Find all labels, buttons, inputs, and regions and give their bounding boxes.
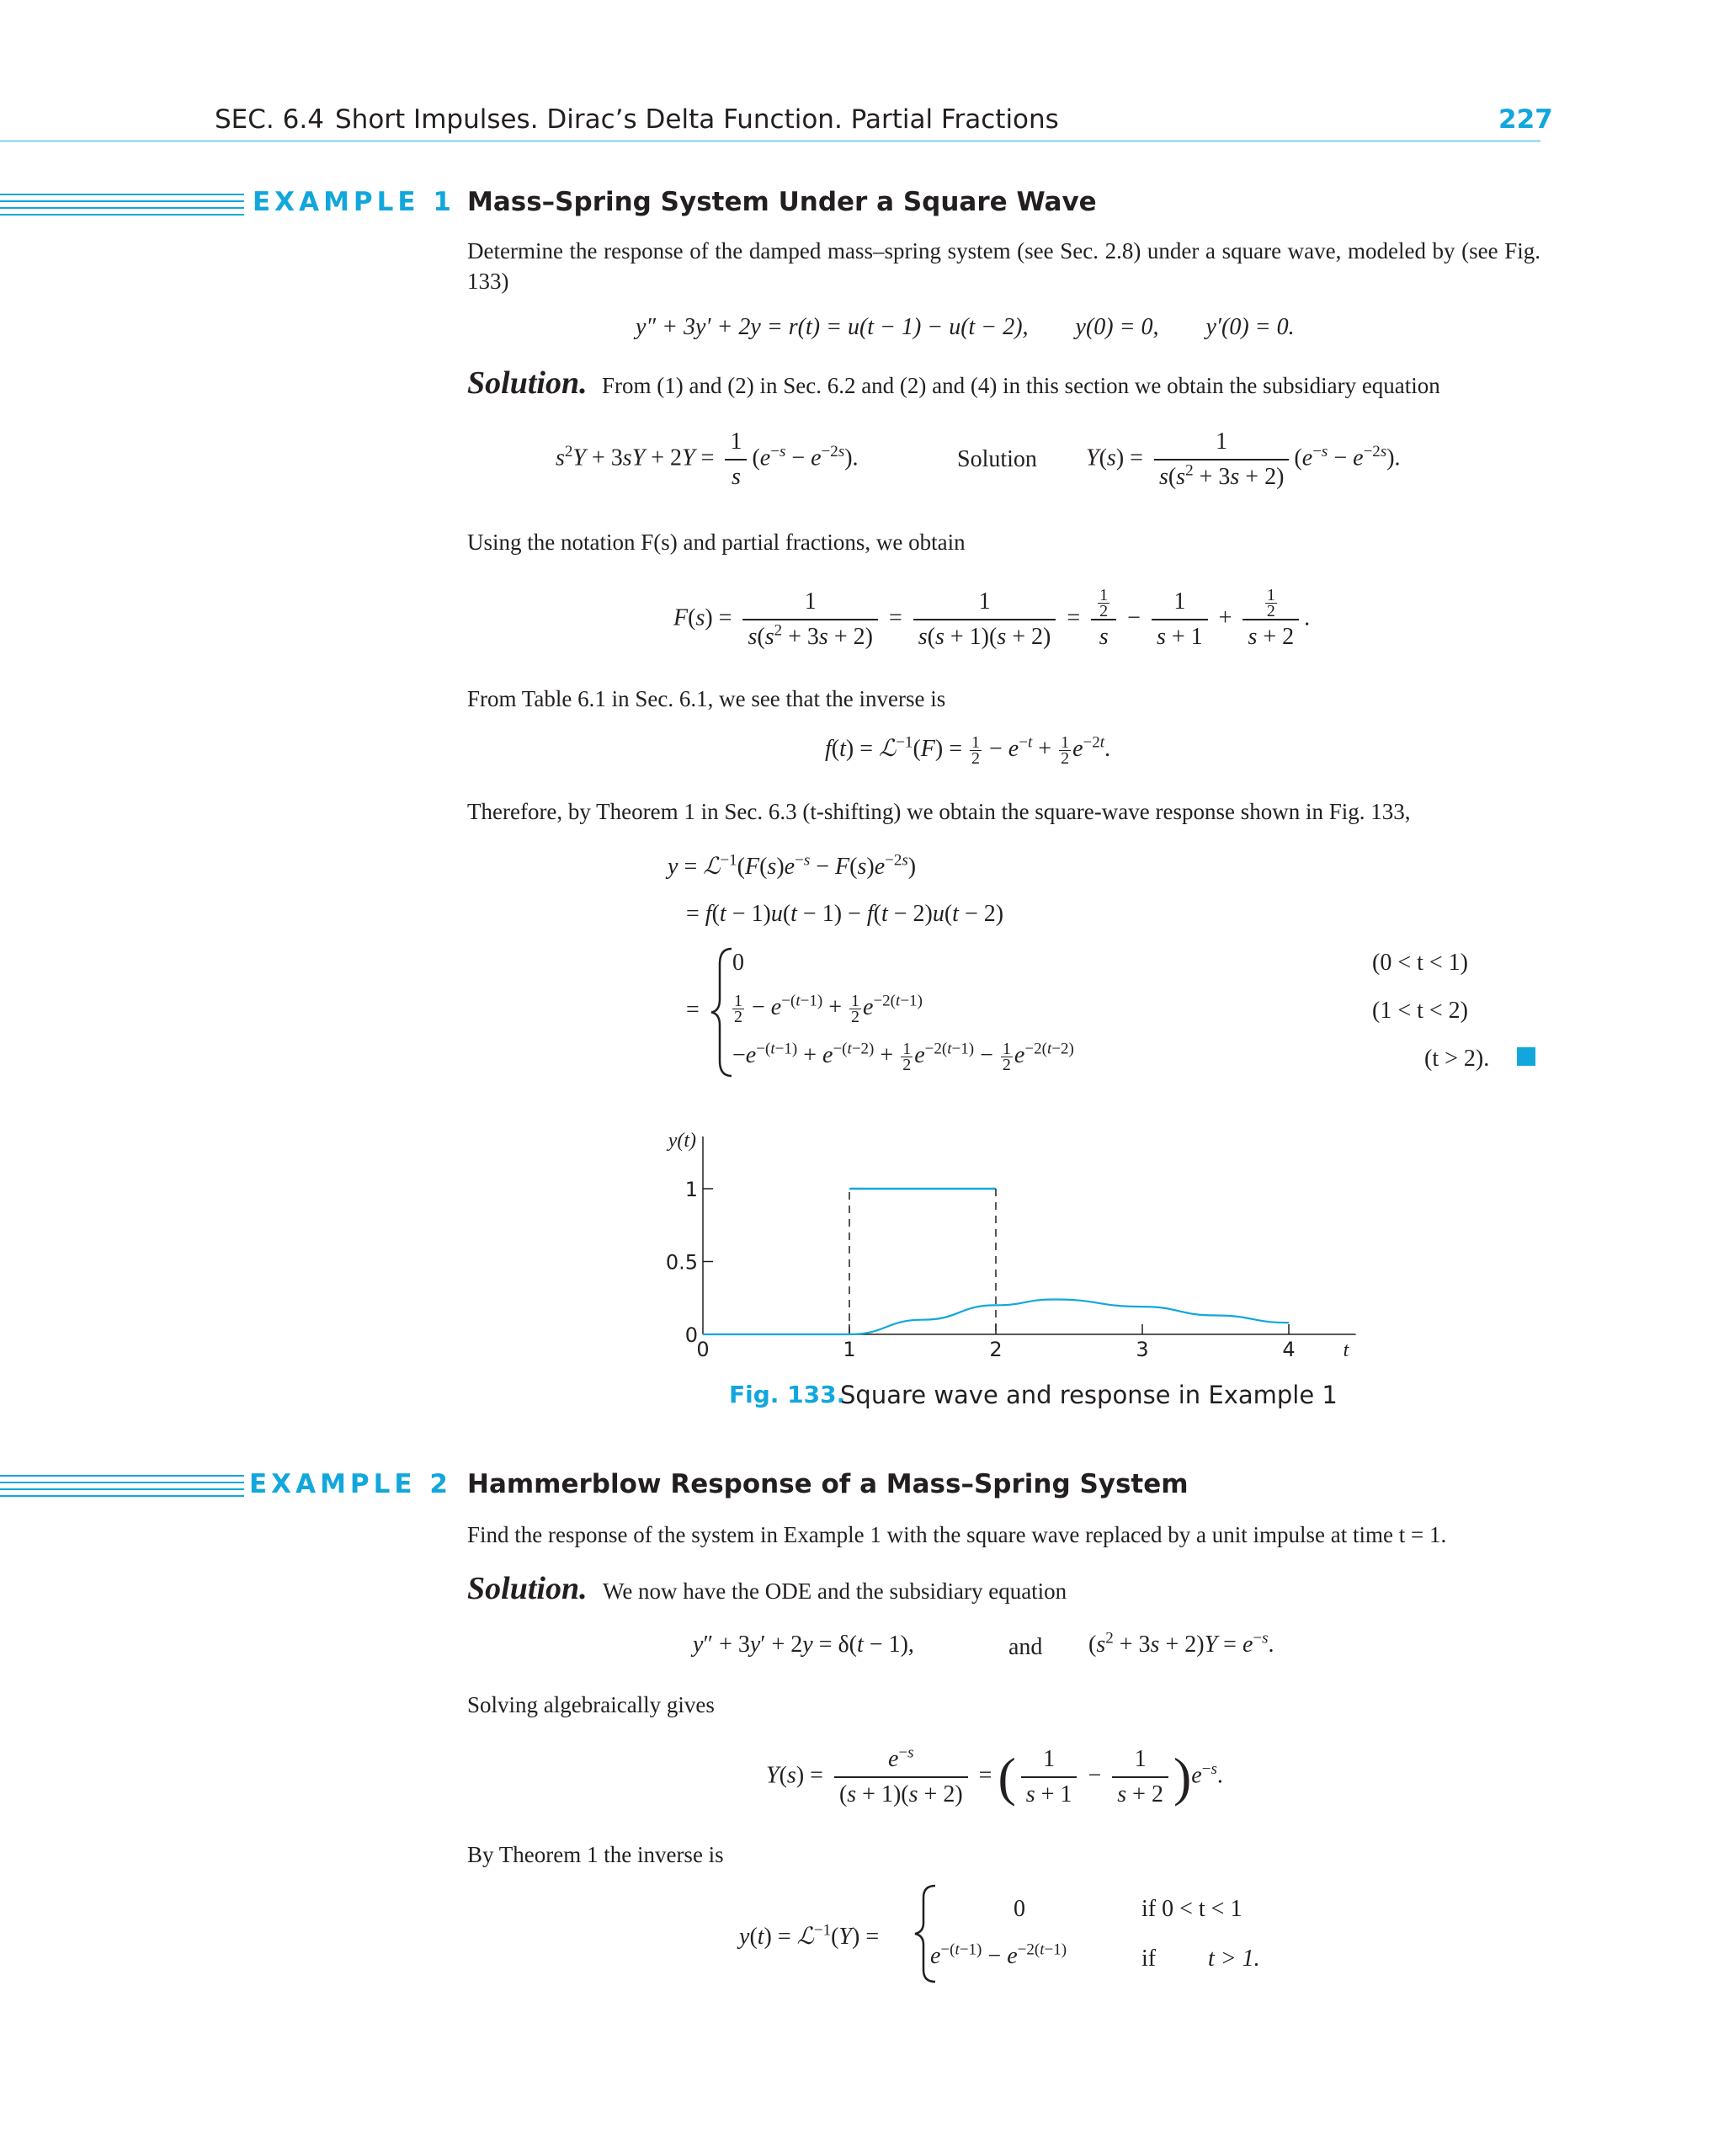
example-rule [0, 200, 244, 202]
Y-partial-fractions: Y(s) = $\frac{e^{-s}}{(s + 1)(s + 2)}$ = ( $\frac{1}{s + 1}$ − $\frac{1}{s + 2}$ )$e^{-s}$. [766, 1743, 1223, 1807]
example-rule [0, 214, 244, 216]
header-rule [0, 140, 1540, 142]
case-condition-1: (0 < t < 1) [1372, 950, 1469, 976]
impulse-inverse-lhs: y(t) = ℒ$^{-1}$(Y) = [739, 1921, 880, 1950]
theorem-text: Therefore, by Theorem 1 in Sec. 6.3 (t-shifting) we obtain the square-wave response shown in Fig. 133, [467, 799, 1411, 824]
impulse-case-zero: 0 [1014, 1896, 1025, 1922]
y-shift-line: = f(t − 1)u(t − 1) − f(t − 2)u(t − 2) [686, 901, 1004, 927]
example-rule [0, 1495, 244, 1497]
x-tick-label: 1 [843, 1338, 856, 1361]
inverse-text: By Theorem 1 the inverse is [467, 1842, 724, 1867]
solution-word: Solution [957, 446, 1037, 472]
inverse-f-equation: f(t) = ℒ$^{-1}$(F) = $\frac{1}{2}$ − $e^{-t}$ + $\frac{1}{2}$ $e^{-2t}$. [825, 733, 1111, 769]
impulse-case-two: $e^{-(t-1)} - e^{-2(t-1)}$ [930, 1940, 1067, 1969]
figure-caption-text: Square wave and response in Example 1 [840, 1381, 1338, 1409]
solving-text: Solving algebraically gives [467, 1692, 715, 1717]
F-of-s-equation: F(s) = $\frac{1}{s(s^2 + 3s + 2)}$ = $\frac{1}{s(s + 1)(s + 2)}$ = $\frac{\frac{1}{2}}{s}$ − $\frac{1}{s + 1}$ + $\frac{\frac{1}{2}}{s + 2}$ . [673, 586, 1311, 651]
solution-text: We now have the ODE and the subsidiary equation [603, 1578, 1067, 1604]
example-rule [0, 1475, 244, 1477]
page-number: 227 [1498, 104, 1553, 135]
y-tick-label: 0 [684, 1323, 698, 1347]
figure-caption-label: Fig. 133. [729, 1381, 846, 1408]
example-rule [0, 1482, 244, 1483]
equals-sign: = [686, 997, 700, 1023]
example-title: Mass–Spring System Under a Square Wave [467, 187, 1097, 217]
solution-text: From (1) and (2) in Sec. 6.2 and (2) and (4) in this section we obtain the subsidiary equation [602, 373, 1440, 398]
example1-intro: Determine the response of the damped mass–spring system (see Sec. 2.8) under a square wave, modeled by (see Fig. 133) [467, 238, 1540, 294]
impulse-case-two-if: if [1141, 1946, 1157, 1972]
example-rule [0, 1488, 244, 1490]
example2-intro: Find the response of the system in Example 1 with the square wave replaced by a unit impulse at time t = 1. [467, 1522, 1447, 1547]
y-transform-line: $y = ℒ^{-1}(F(s)e^{-s} - F(s)e^{-2s})$ [668, 851, 917, 880]
table-reference-text: From Table 6.1 in Sec. 6.1, we see that the inverse is [467, 686, 946, 711]
y-tick-label: 1 [684, 1178, 698, 1201]
Y-of-s-equation: Y(s) = $\frac{1}{s(s^2 + 3s + 2)}$ $(e^{-s} - e^{-2s})$. [1086, 425, 1401, 494]
impulse-case-two-condition: t > 1. [1208, 1946, 1260, 1972]
x-tick-label: 4 [1282, 1338, 1296, 1361]
y-tick-label: 0.5 [665, 1250, 698, 1275]
case-late: $-e^{-(t-1)} + e^{-(t-2)}$ + $\frac{1}{2}$ $e^{-2(t-1)}$ − $\frac{1}{2}$ $e^{-2(t-2)}$ [732, 1040, 1074, 1074]
x-axis-label: t [1343, 1339, 1349, 1361]
y-axis-label: y(t) [668, 1130, 696, 1152]
case-condition-3: (t > 2). [1424, 1046, 1490, 1072]
subsidiary-equation: $s^2Y + 3sY + 2Y$ = $\frac{1}{s}$ $(e^{-s} - e^{-2s})$. [556, 425, 859, 494]
impulse-case-one-condition: if 0 < t < 1 [1141, 1896, 1242, 1922]
case-zero: 0 [732, 950, 744, 976]
example1-ode: y″ + 3y′ + 2y = r(t) = u(t − 1) − u(t − 2), y(0) = 0, y′(0) = 0. [636, 314, 1295, 340]
solution-label: Solution. [467, 365, 588, 401]
partial-fractions-text: Using the notation F(s) and partial fractions, we obtain [467, 530, 966, 555]
x-tick-label: 3 [1136, 1338, 1149, 1361]
running-header-title: Short Impulses. Dirac’s Delta Function. Partial Fractions [335, 104, 1059, 135]
solution-label: Solution. [467, 1571, 588, 1606]
example-title: Hammerblow Response of a Mass–Spring System [467, 1469, 1189, 1499]
example-label: EXAMPLE 2 [249, 1469, 452, 1499]
example-rule [0, 194, 244, 195]
impulse-subsidiary: $(s^2 + 3s + 2)Y = e^{-s}$. [1088, 1629, 1274, 1658]
and-word: and [1008, 1634, 1043, 1660]
example-rule [0, 207, 244, 209]
x-tick-label: 2 [989, 1338, 1003, 1361]
figure-133-chart [648, 1128, 1364, 1372]
example-label: EXAMPLE 1 [253, 187, 455, 217]
end-of-example-square [1517, 1047, 1535, 1066]
impulse-ode: y″ + 3y′ + 2y = δ(t − 1), [693, 1632, 914, 1658]
case-condition-2: (1 < t < 2) [1372, 998, 1469, 1024]
case-middle: $\frac{1}{2}$ − $e^{-(t-1)}$ + $\frac{1}{2}$ $e^{-2(t-1)}$ [734, 992, 923, 1026]
x-tick-label: 0 [696, 1338, 710, 1361]
running-header-section: SEC. 6.4 [215, 104, 324, 135]
